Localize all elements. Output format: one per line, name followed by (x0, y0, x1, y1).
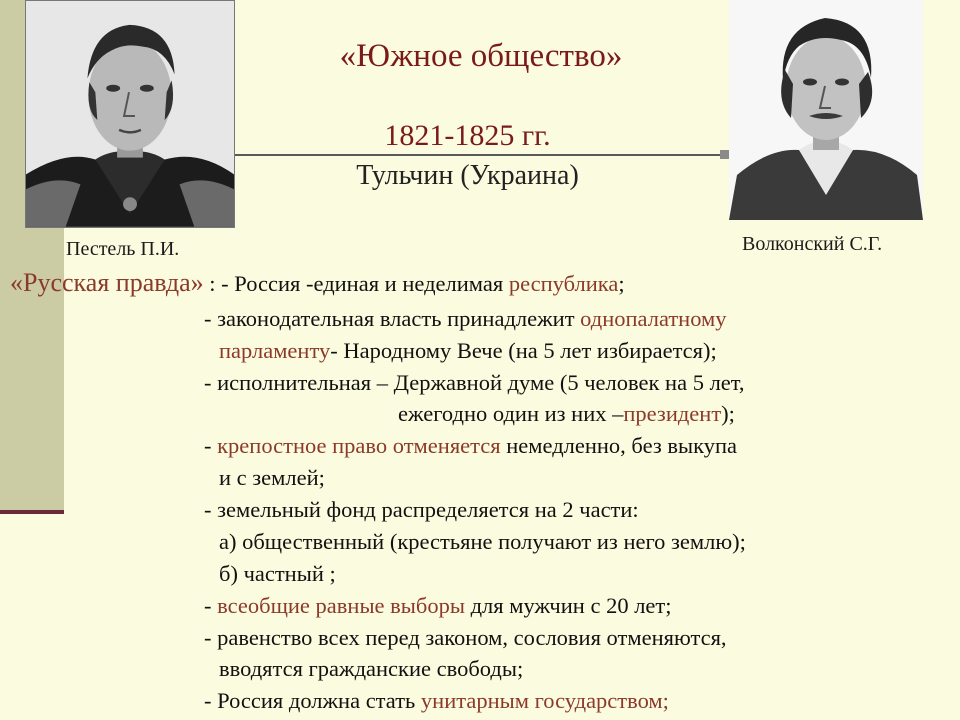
line-segment: - Народному Вече (на 5 лет избирается); (330, 338, 717, 363)
line-highlight: всеобщие равные выборы (217, 593, 465, 618)
line-segment: - (204, 433, 218, 458)
program-line-3 (204, 370, 745, 396)
pestel-portrait (25, 0, 235, 228)
line-segment: - равенство всех перед законом, сословия отменяются, (204, 625, 727, 650)
line-segment: : - Россия -единая и неделимая (203, 271, 509, 296)
program-heading: «Русская правда» (10, 268, 204, 297)
line-segment: а) общественный (крестьяне получают из него землю); (219, 529, 746, 554)
line-segment: вводятся гражданские свободы; (219, 656, 524, 681)
volkonsky-caption: Волконский С.Г. (742, 233, 883, 255)
volkonsky-engraving (729, 0, 923, 220)
line-segment: - (204, 593, 218, 618)
line-segment: ); (721, 401, 735, 426)
program-line-6 (219, 465, 325, 491)
program-line-13 (204, 688, 669, 714)
line-highlight: республика (508, 271, 619, 296)
line-highlight: крепостное право отменяется (217, 433, 501, 458)
line-segment: - земельный фонд распределяется на 2 части: (204, 497, 639, 522)
line-segment: для мужчин с 20 лет; (464, 593, 672, 618)
program-line-0 (10, 270, 625, 297)
program-line-4 (398, 401, 735, 427)
volkonsky-portrait (729, 0, 923, 220)
line-segment: - исполнительная – Державной думе (5 человек на 5 лет, (204, 370, 745, 395)
line-highlight: парламенту (219, 338, 331, 363)
pestel-engraving (26, 1, 234, 227)
line-segment: - Россия должна стать (204, 688, 421, 713)
pestel-caption: Пестель П.И. (66, 238, 180, 260)
program-line-10 (204, 593, 672, 619)
program-line-7 (204, 497, 639, 523)
program-line-5 (204, 433, 737, 459)
line-segment: и с землей; (219, 465, 325, 490)
line-segment: немедленно, без выкупа (500, 433, 737, 458)
line-highlight: ; (662, 688, 669, 713)
line-highlight: однопалатному (580, 306, 727, 331)
line-segment: - законодательная власть принадлежит (204, 306, 581, 331)
side-accent-edge (0, 510, 64, 514)
line-highlight: унитарным государством (420, 688, 663, 713)
program-line-11 (204, 625, 727, 651)
line-segment: ежегодно один из них – (398, 401, 624, 426)
program-line-2 (219, 338, 717, 364)
program-line-1 (204, 306, 727, 332)
divider-endcap (720, 150, 729, 159)
line-segment: ; (618, 271, 625, 296)
header-divider (232, 154, 726, 156)
program-line-9 (219, 561, 336, 587)
line-highlight: президент (623, 401, 722, 426)
slide-place: Тульчин (Украина) (356, 160, 579, 191)
slide-dates: 1821-1825 гг. (384, 119, 551, 152)
slide-title: «Южное общество» (339, 38, 623, 74)
program-line-12 (219, 656, 523, 682)
line-segment: б) частный ; (219, 561, 336, 586)
program-line-8 (219, 529, 746, 555)
